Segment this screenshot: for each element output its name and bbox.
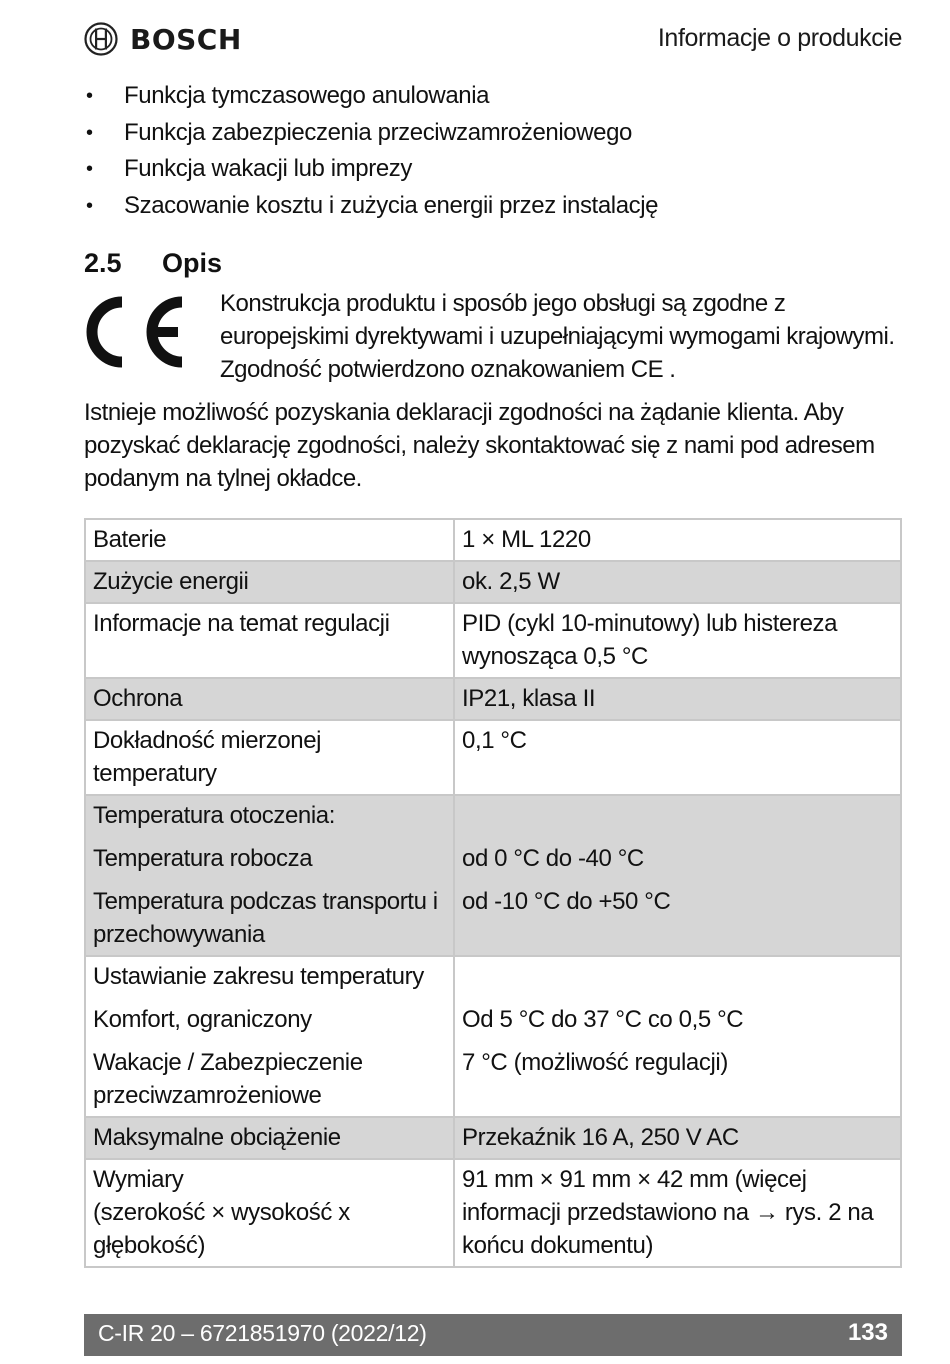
- ce-mark-icon: [84, 296, 188, 368]
- spec-value: od -10 °C do +50 °C: [462, 888, 671, 915]
- table-row: [85, 519, 901, 561]
- spec-value: od 0 °C do -40 °C: [462, 845, 644, 872]
- spec-label: Ustawianie zakresu temperatury: [93, 963, 424, 990]
- table-row: [85, 678, 901, 720]
- section-heading: [84, 248, 222, 279]
- bullet-icon: •: [86, 121, 93, 144]
- spec-label: Temperatura otoczenia:: [93, 802, 336, 829]
- table-row: [85, 795, 901, 956]
- ce-conformity-text: Konstrukcja produktu i sposób jego obsługi są zgodne z europejskimi dyrektywami i uzupełniającymi wymogami krajowymi. Zgodność potwierdzono oznakowaniem CE .: [220, 290, 895, 383]
- spec-value: 0,1 °C: [454, 720, 901, 795]
- bosch-armature-icon: [84, 22, 118, 56]
- section-number: 2.5: [84, 248, 122, 278]
- spec-value: 1 × ML 1220: [454, 519, 901, 561]
- spec-value: ok. 2,5 W: [454, 561, 901, 603]
- spec-label: Maksymalne obciążenie: [85, 1117, 454, 1159]
- list-item: • Funkcja wakacji lub imprezy: [84, 153, 658, 190]
- spec-sublabel: Komfort, ograniczony: [93, 1006, 312, 1033]
- spec-sublabel: Temperatura robocza: [93, 845, 313, 872]
- table-row: [85, 1117, 901, 1159]
- spec-sublabel: Wakacje / Zabezpieczenie przeciwzamrożeniowe: [93, 1049, 363, 1109]
- spec-value: IP21, klasa II: [454, 678, 901, 720]
- spec-label: Ochrona: [85, 678, 454, 720]
- document-id: C-IR 20 – 6721851970 (2022/12): [98, 1320, 427, 1346]
- spec-label: Zużycie energii: [85, 561, 454, 603]
- list-item: • Funkcja tymczasowego anulowania: [84, 80, 658, 117]
- table-row: [85, 956, 901, 1117]
- spec-sublabel: Temperatura podczas transportu i przechowywania: [93, 888, 438, 948]
- spec-label: Dokładność mierzonej temperatury: [85, 720, 454, 795]
- spec-label-group: [85, 1159, 454, 1267]
- spec-label-group: [85, 795, 454, 956]
- header-section-title: Informacje o produkcie: [657, 24, 902, 52]
- brand-name: BOSCH: [130, 22, 242, 56]
- bullet-icon: •: [86, 158, 93, 180]
- spec-value: PID (cykl 10-minutowy) lub histereza wynosząca 0,5 °C: [454, 603, 901, 678]
- section-title: Opis: [162, 248, 223, 278]
- spec-value: Od 5 °C do 37 °C co 0,5 °C: [462, 1006, 744, 1033]
- table-row: [85, 561, 901, 603]
- arrow-icon: →: [754, 1199, 779, 1226]
- spec-sublabel: (szerokość × wysokość x głębokość): [93, 1199, 350, 1259]
- spec-table: [84, 518, 902, 1268]
- bullet-icon: •: [86, 85, 93, 107]
- declaration-paragraph: Istnieje możliwość pozyskania deklaracji zgodności na żądanie klienta. Aby pozyskać deklarację zgodności, należy skontaktować się z nami pod adresem podanym na tylnej okładce.: [84, 399, 875, 492]
- table-row: [85, 603, 901, 678]
- spec-value: 7 °C (możliwość regulacji): [462, 1049, 728, 1076]
- spec-value-group: [454, 795, 901, 956]
- spec-label: Wymiary: [93, 1166, 184, 1193]
- page-footer: [84, 1314, 902, 1356]
- table-row: [85, 720, 901, 795]
- feature-list: [84, 80, 658, 226]
- spec-label: Informacje na temat regulacji: [85, 603, 454, 678]
- table-row: [85, 1159, 901, 1267]
- bullet-icon: •: [86, 194, 93, 217]
- spec-value: Przekaźnik 16 A, 250 V AC: [454, 1117, 901, 1159]
- spec-label-group: [85, 956, 454, 1117]
- spec-value: 91 mm × 91 mm × 42 mm (więcej informacji przedstawiono na → rys. 2 na końcu dokumentu): [454, 1159, 901, 1267]
- figure-reference: rys. 2 na końcu dokumentu): [462, 1199, 874, 1259]
- list-item: • Szacowanie kosztu i zużycia energii przez instalację: [84, 190, 658, 227]
- spec-value-group: [454, 956, 901, 1117]
- page-number: 133: [847, 1319, 888, 1346]
- spec-label: Baterie: [85, 519, 454, 561]
- bosch-logo: [84, 22, 242, 56]
- list-item: • Funkcja zabezpieczenia przeciwzamrożeniowego: [84, 117, 658, 154]
